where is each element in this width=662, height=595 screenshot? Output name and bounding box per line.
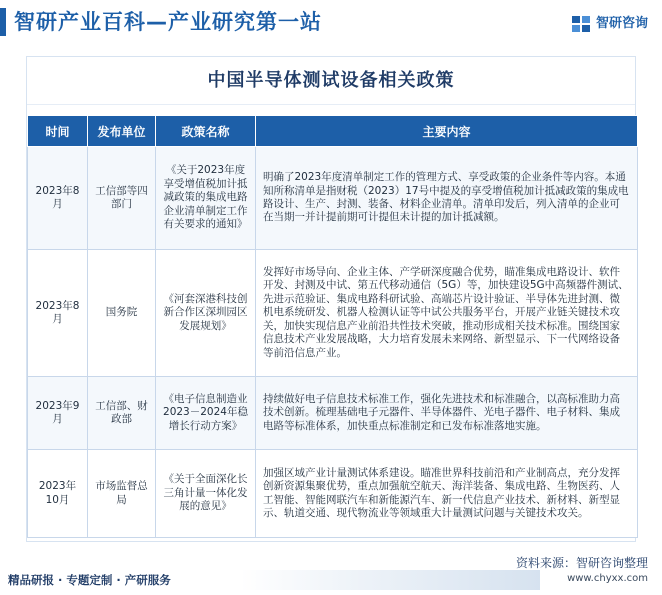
cell-content: 持续做好电子信息技术标准工作，强化先进技术和标准融合，以高标准助力高技术创新。梳理基础电子元器件、半导体器件、光电子器件、电子材料、集成电路等标准体系，加快重点标准制定和已发布标准落地实施。 — [256, 377, 638, 450]
policy-table — [27, 115, 638, 538]
cell-policy-name: 《电子信息制造业2023－2024年稳增长行动方案》 — [156, 377, 256, 450]
cell-unit: 工信部等四部门 — [88, 147, 156, 250]
title-accent-bar — [0, 8, 6, 36]
cell-time: 2023年10月 — [28, 450, 88, 538]
footer-slogan: 精品研报 · 专题定制 · 产研服务 — [8, 573, 171, 587]
footer-stripe — [240, 570, 540, 590]
cell-content: 加强区域产业计量测试体系建设。瞄准世界科技前沿和产业制高点，充分发挥创新资源集聚优势，重点加强航空航天、海洋装备、集成电路、生物医药、人工智能、智能网联汽车和新能源汽车、新一代信息产业技术、新材料、新型显示、轨道交通、现代物流业等领域重大计量测试问题与关键技术攻关。 — [256, 450, 638, 538]
page-title: 中国半导体测试设备相关政策 — [27, 57, 635, 105]
brand-name: 智研咨询 — [595, 16, 648, 31]
cell-content: 发挥好市场导向、企业主体、产学研深度融合优势，瞄准集成电路设计、软件开发、封测及中试、第五代移动通信（5G）等，加快建设5G中高频器件测试、先进示范验证、集成电路科研试验、高端芯片设计验证、半导体先进封测、微机电系统研发、机器人检测认证等中试公共服务平台，开展产业链关键技术攻关，加快实现信息产业前沿共性技术突破，推动形成相关技术标准。围绕国家信息技术产业发展战略，大力培育发展未来网络、新型显示、下一代网络设备等前沿信息产业。 — [256, 250, 638, 377]
column-header-unit: 发布单位 — [88, 116, 156, 147]
policy-panel — [26, 56, 636, 542]
column-header-content: 主要内容 — [256, 116, 638, 147]
cell-policy-name: 《关于全面深化长三角计量一体化发展的意见》 — [156, 450, 256, 538]
cell-policy-name: 《河套深港科技创新合作区深圳园区发展规划》 — [156, 250, 256, 377]
cell-content: 明确了2023年度清单制定工作的管理方式、享受政策的企业条件等内容。本通知所称清单是指财税（2023）17号中提及的享受增值税加计抵减政策的集成电路设计、生产、封测、装备、材料企业清单。清单印发后，列入清单的企业可在当期一并计提前期可计提但未计提的加计抵减额。 — [256, 147, 638, 250]
cell-policy-name: 《关于2023年度享受增值税加计抵减政策的集成电路企业清单制定工作有关要求的通知》 — [156, 147, 256, 250]
cell-unit: 国务院 — [88, 250, 156, 377]
column-header-policy-name: 政策名称 — [156, 116, 256, 147]
cell-time: 2023年8月 — [28, 147, 88, 250]
brand-logo-icon — [571, 14, 591, 34]
table-row — [28, 250, 638, 377]
column-header-time: 时间 — [28, 116, 88, 147]
cell-time: 2023年9月 — [28, 377, 88, 450]
brand[interactable] — [571, 12, 648, 36]
source-note: 资料来源：智研咨询整理 — [515, 556, 648, 570]
site-url[interactable]: www.chyxx.com — [567, 573, 648, 584]
footer — [0, 554, 662, 595]
table-header-row — [28, 116, 638, 147]
table-row — [28, 147, 638, 250]
top-bar — [0, 0, 662, 46]
table-row — [28, 377, 638, 450]
cell-time: 2023年8月 — [28, 250, 88, 377]
site-title: 智研产业百科—产业研究第一站 — [14, 10, 322, 34]
cell-unit: 市场监督总局 — [88, 450, 156, 538]
cell-unit: 工信部、财政部 — [88, 377, 156, 450]
table-row — [28, 450, 638, 538]
